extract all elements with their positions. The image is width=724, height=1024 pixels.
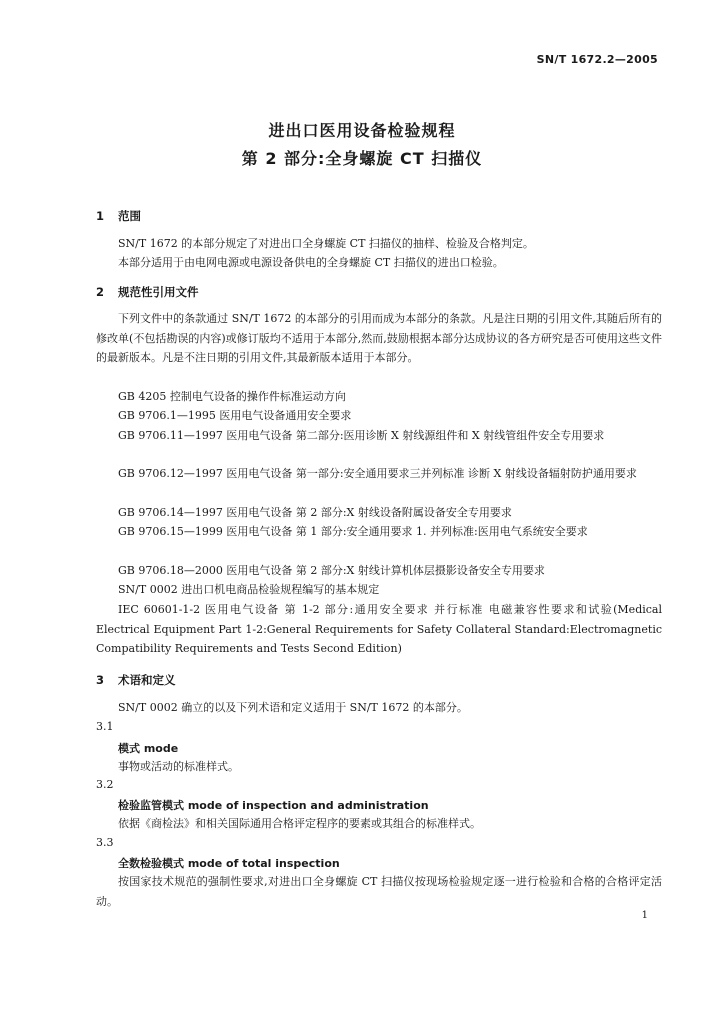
term-definition: 按国家技术规范的强制性要求,对进出口全身螺旋 CT 扫描仪按现场检验规定逐一进行检验和合格的合格评定活动。 — [96, 875, 662, 908]
reference-item: IEC 60601-1-2 医用电气设备 第 1-2 部分:通用安全要求 并行标准 电磁兼容性要求和试验(Medical Electrical Equipment Part 1-2:General Requirements for Safety Collateral Standard:Electromagnetic Compatibility Requirements and Tests Second Edition) — [96, 603, 662, 655]
section-number: 3 — [96, 673, 105, 687]
term-number: 3.3 — [96, 836, 114, 849]
term-definition: 依据《商检法》和相关国际通用合格评定程序的要素或其组合的标准样式。 — [118, 817, 481, 830]
reference-item: GB 9706.18—2000 医用电气设备 第 2 部分:X 射线计算机体层摄影设备安全专用要求 — [118, 564, 545, 577]
page-number: 1 — [641, 910, 648, 921]
section-number: 2 — [96, 285, 105, 299]
section-title: 术语和定义 — [118, 673, 176, 687]
reference-item: GB 9706.1—1995 医用电气设备通用安全要求 — [118, 409, 352, 422]
section-heading-normative-references — [96, 284, 199, 300]
term-number: 3.1 — [96, 720, 114, 733]
reference-item: SN/T 0002 进出口机电商品检验规程编写的基本规定 — [118, 583, 380, 596]
term-name: 模式 mode — [118, 742, 179, 755]
term-definition: 事物或活动的标准样式。 — [118, 760, 239, 773]
term-number: 3.2 — [96, 778, 114, 791]
paragraph: SN/T 0002 确立的以及下列术语和定义适用于 SN/T 1672 的本部分。 — [118, 701, 468, 714]
term-name: 检验监管模式 mode of inspection and administration — [118, 799, 429, 812]
reference-item: GB 4205 控制电气设备的操作件标准运动方向 — [118, 390, 346, 403]
standard-code: SN/T 1672.2—2005 — [536, 53, 658, 66]
reference-item: GB 9706.14—1997 医用电气设备 第 2 部分:X 射线设备附属设备安全专用要求 — [118, 506, 512, 519]
section-title: 范围 — [118, 209, 141, 223]
section-number: 1 — [96, 209, 105, 223]
section-heading-terms — [96, 672, 176, 688]
paragraph: 下列文件中的条款通过 SN/T 1672 的本部分的引用而成为本部分的条款。凡是注日期的引用文件,其随后所有的修改单(不包括勘误的内容)或修订版均不适用于本部分,然而,鼓励根据本部分达成协议的各方研究是否可使用这些文件的最新版本。凡是不注日期的引用文件,其最新版本适用于本部分。 — [96, 312, 662, 364]
paragraph: SN/T 1672 的本部分规定了对进出口全身螺旋 CT 扫描仪的抽样、检验及合格判定。 — [118, 237, 534, 250]
document-title: 进出口医用设备检验规程 — [268, 121, 456, 140]
document-subtitle: 第 2 部分:全身螺旋 CT 扫描仪 — [241, 149, 483, 168]
section-heading-scope — [96, 208, 141, 224]
term-name: 全数检验模式 mode of total inspection — [118, 857, 340, 870]
reference-item: GB 9706.11—1997 医用电气设备 第二部分:医用诊断 X 射线源组件和 X 射线管组件安全专用要求 — [118, 429, 605, 442]
section-title: 规范性引用文件 — [118, 285, 199, 299]
reference-item: GB 9706.12—1997 医用电气设备 第一部分:安全通用要求三并列标准 诊断 X 射线设备辐射防护通用要求 — [118, 467, 637, 480]
paragraph: 本部分适用于由电网电源或电源设备供电的全身螺旋 CT 扫描仪的进出口检验。 — [118, 256, 504, 269]
reference-item: GB 9706.15—1999 医用电气设备 第 1 部分:安全通用要求 1. 并列标准:医用电气系统安全要求 — [118, 525, 588, 538]
